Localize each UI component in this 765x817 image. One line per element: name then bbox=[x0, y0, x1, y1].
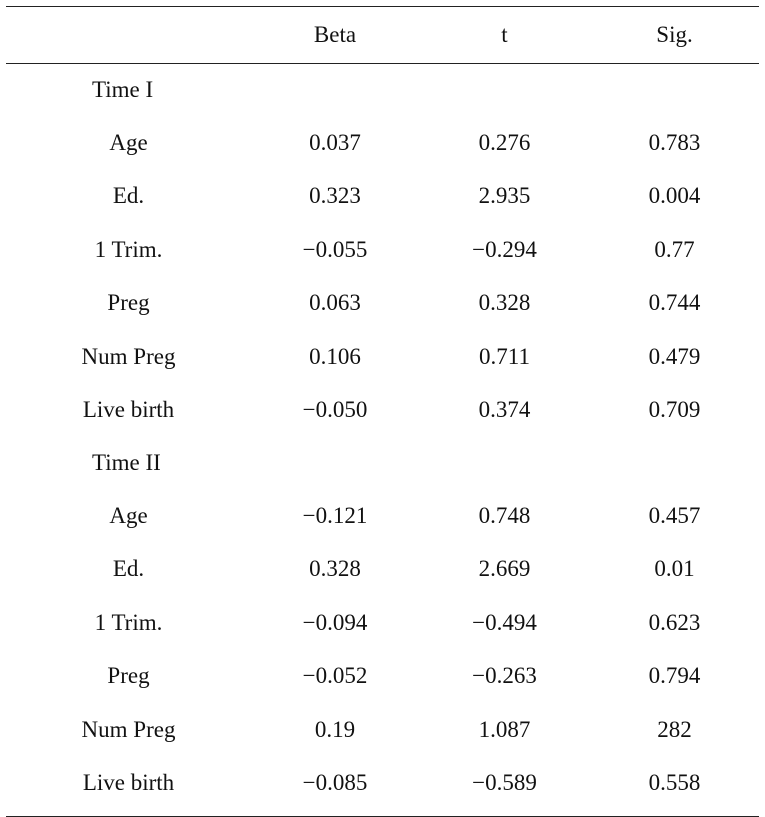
table-row bbox=[6, 703, 759, 757]
beta-cell: −0.052 bbox=[302, 663, 368, 689]
table-row bbox=[6, 116, 759, 170]
sig-cell: 0.004 bbox=[648, 183, 701, 209]
row-label-cell: Live birth bbox=[82, 770, 175, 796]
sig-cell: 0.01 bbox=[654, 556, 695, 582]
row-label-cell: Num Preg bbox=[81, 716, 176, 742]
beta-cell: −0.121 bbox=[302, 502, 368, 528]
sig-cell: 0.744 bbox=[648, 290, 701, 316]
table-row bbox=[6, 489, 759, 543]
table-row bbox=[6, 330, 759, 384]
group-row bbox=[6, 437, 759, 489]
beta-cell: 0.328 bbox=[309, 556, 361, 582]
t-cell: 0.748 bbox=[478, 502, 531, 528]
beta-cell: −0.085 bbox=[302, 770, 368, 796]
beta-cell: −0.094 bbox=[302, 609, 368, 635]
row-label-cell: Ed. bbox=[112, 183, 145, 209]
t-cell: 0.328 bbox=[478, 290, 531, 316]
row-label-cell: 1 Trim. bbox=[94, 236, 163, 262]
group-label: Time II bbox=[92, 450, 161, 475]
table-row bbox=[6, 223, 759, 277]
header-cell-beta: Beta bbox=[313, 22, 357, 47]
t-cell: −0.494 bbox=[472, 609, 537, 635]
row-label-cell: Age bbox=[109, 502, 148, 528]
sig-cell: 0.479 bbox=[648, 343, 701, 369]
beta-cell: −0.055 bbox=[302, 236, 368, 262]
t-cell: 0.276 bbox=[478, 129, 531, 155]
beta-cell: 0.037 bbox=[309, 129, 361, 155]
sig-cell: 0.623 bbox=[648, 609, 701, 635]
group-label: Time I bbox=[92, 77, 154, 102]
sig-cell: 0.457 bbox=[648, 502, 701, 528]
table-row bbox=[6, 596, 759, 650]
table-row bbox=[6, 384, 759, 438]
t-cell: −0.294 bbox=[472, 236, 537, 262]
sig-cell: 0.709 bbox=[648, 397, 701, 423]
t-cell: 2.669 bbox=[478, 556, 531, 582]
regression-table bbox=[6, 6, 759, 817]
t-cell: 2.935 bbox=[478, 183, 531, 209]
table-header-row bbox=[6, 7, 759, 63]
table-row bbox=[6, 650, 759, 704]
group-row bbox=[6, 64, 759, 116]
sig-cell: 282 bbox=[657, 716, 692, 742]
sig-cell: 0.558 bbox=[648, 770, 701, 796]
table-row bbox=[6, 277, 759, 331]
t-cell: −0.589 bbox=[472, 770, 537, 796]
row-label-cell: Preg bbox=[107, 290, 150, 316]
row-label-cell: Live birth bbox=[82, 397, 175, 423]
beta-cell: −0.050 bbox=[302, 397, 368, 423]
t-cell: −0.263 bbox=[472, 663, 537, 689]
sig-cell: 0.783 bbox=[648, 129, 701, 155]
table-body bbox=[6, 64, 759, 816]
header-cell-sig: Sig. bbox=[656, 22, 693, 47]
row-label-cell: Num Preg bbox=[81, 343, 176, 369]
row-label-cell: Preg bbox=[107, 663, 150, 689]
t-cell: 1.087 bbox=[478, 716, 531, 742]
row-label-cell: Age bbox=[109, 129, 148, 155]
beta-cell: 0.063 bbox=[309, 290, 361, 316]
beta-cell: 0.19 bbox=[314, 716, 356, 742]
row-label-cell: 1 Trim. bbox=[94, 609, 163, 635]
table-row bbox=[6, 543, 759, 597]
sig-cell: 0.794 bbox=[648, 663, 701, 689]
beta-cell: 0.106 bbox=[309, 343, 361, 369]
header-cell-t: t bbox=[501, 22, 508, 47]
t-cell: 0.374 bbox=[478, 397, 531, 423]
t-cell: 0.711 bbox=[479, 343, 530, 369]
row-label-cell: Ed. bbox=[112, 556, 145, 582]
table-row bbox=[6, 170, 759, 224]
beta-cell: 0.323 bbox=[309, 183, 361, 209]
table-row bbox=[6, 757, 759, 811]
sig-cell: 0.77 bbox=[654, 236, 695, 262]
